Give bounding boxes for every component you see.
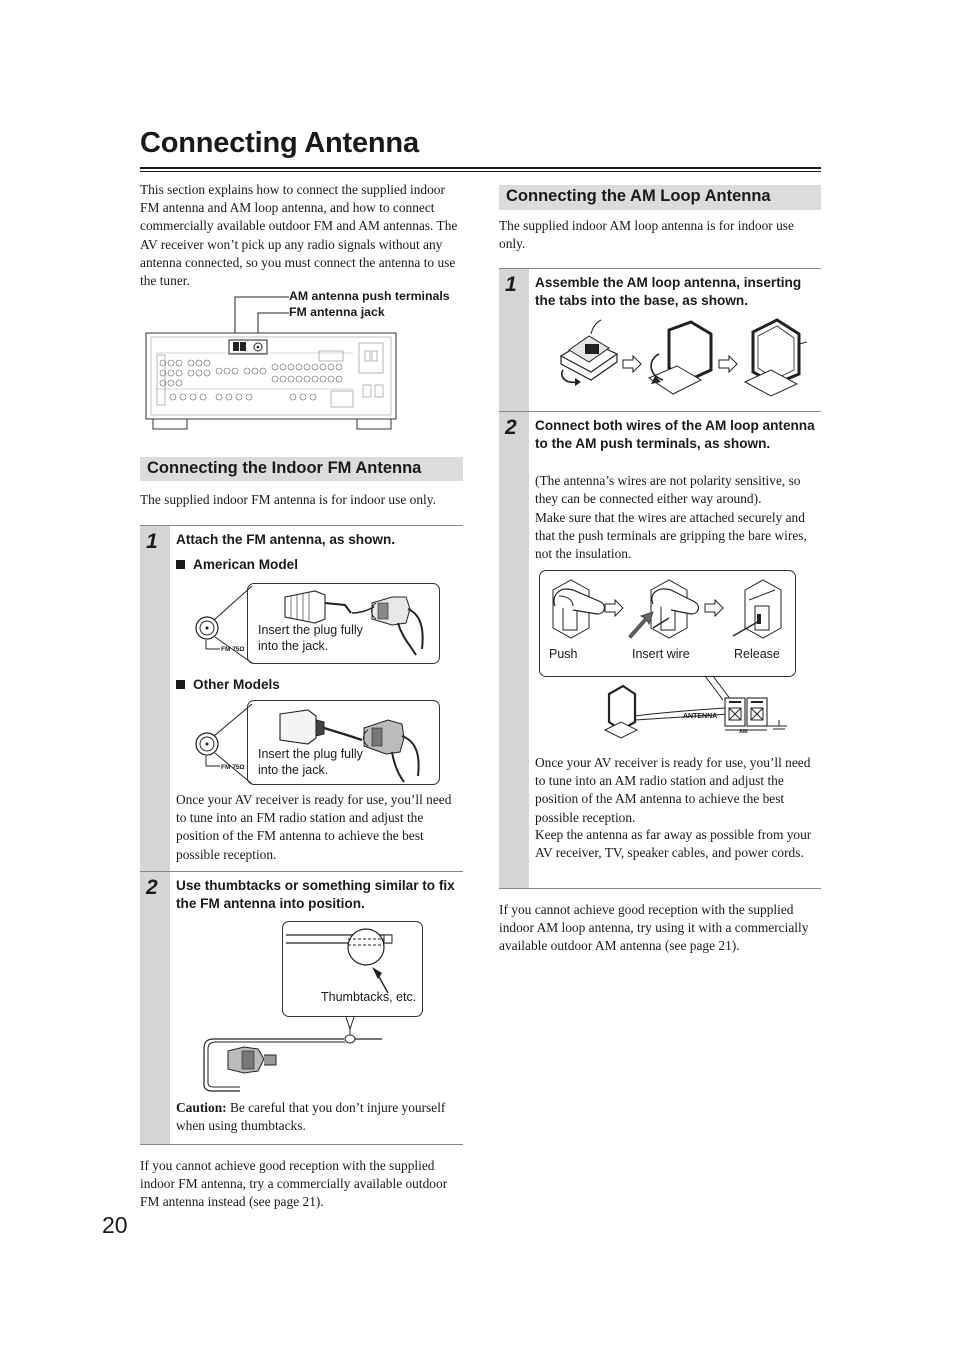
am-terminal-label: AM bbox=[739, 729, 748, 735]
intro-paragraph: This section explains how to connect the supplied indoor FM antenna and AM loop antenna, and how to connect commercially available outdoor FM and AM antennas. The AV receiver won’t pick up any radio signals without any antenna connected, so you must connect the antenna to use the tuner. bbox=[140, 182, 458, 289]
caution-paragraph bbox=[176, 1099, 462, 1135]
step-number-2: 2 bbox=[146, 876, 158, 899]
am-step2-para4: Keep the antenna as far away as possible from your AV receiver, TV, speaker cables, and power cords. bbox=[535, 827, 812, 861]
am-loop-lead: The supplied indoor AM loop antenna is for indoor use only. bbox=[499, 218, 794, 252]
other-models-label: Other Models bbox=[193, 677, 280, 692]
page-number: 20 bbox=[102, 1212, 128, 1238]
insert-text-line2: into the jack. bbox=[258, 638, 329, 653]
caution-text: Be careful that you don’t injure yourself when using thumbtacks. bbox=[176, 1100, 446, 1134]
am-step1-heading: Assemble the AM loop antenna, inserting the tabs into the base, as shown. bbox=[535, 275, 802, 308]
am-step-number-1: 1 bbox=[505, 273, 517, 296]
am-loop-assembly-illustration bbox=[555, 316, 807, 400]
step1-body: Once your AV receiver is ready for use, you’ll need to tune into an FM radio station and adjust the position of the FM antenna to achieve the best possible reception. bbox=[176, 792, 452, 862]
am-step-box-bottom-rule bbox=[499, 888, 821, 889]
am-step-box-top-rule bbox=[499, 268, 821, 269]
step-box-bottom-rule bbox=[140, 1144, 463, 1145]
am-step2-para3: Once your AV receiver is ready for use, you’ll need to tune into an AM radio station and adjust the position of the AM antenna to achieve the best possible reception. bbox=[535, 755, 811, 825]
am-step2-para2: Make sure that the wires are attached securely and that the push terminals are gripping the bare wires, not the insulation. bbox=[535, 510, 807, 562]
callout-fm-jack: FM antenna jack bbox=[289, 305, 385, 319]
fm75-label-other: FM 75Ω bbox=[221, 764, 245, 771]
other-models-heading bbox=[176, 677, 280, 692]
thumbtack-illustration bbox=[200, 921, 426, 1096]
am-step-number-2: 2 bbox=[505, 416, 517, 439]
insert-text-line1: Insert the plug fully bbox=[258, 747, 363, 761]
am-step-divider bbox=[499, 411, 821, 412]
american-model-heading bbox=[176, 557, 298, 572]
push-label: Push bbox=[549, 647, 578, 661]
step-column bbox=[140, 526, 170, 1144]
american-insert-label bbox=[258, 623, 363, 654]
antenna-terminal-label: ANTENNA bbox=[683, 713, 718, 720]
bullet-square bbox=[176, 680, 185, 689]
thumbtacks-label: Thumbtacks, etc. bbox=[321, 990, 417, 1004]
am-step2-heading: Connect both wires of the AM loop antenna to the AM push terminals, as shown. bbox=[535, 418, 815, 451]
am-step2-para1: (The antenna’s wires are not polarity sensitive, so they can be connected either way around). bbox=[535, 473, 801, 507]
section-heading-am-loop: Connecting the AM Loop Antenna bbox=[499, 185, 821, 210]
insert-text-line1: Insert the plug fully bbox=[258, 623, 363, 637]
title-rule bbox=[140, 167, 821, 169]
insert-wire-label: Insert wire bbox=[632, 647, 690, 661]
title-rule-thin bbox=[140, 171, 821, 172]
am-loop-footer: If you cannot achieve good reception with the supplied indoor AM loop antenna, try using it with a commercially available outdoor AM antenna (see page 21). bbox=[499, 902, 809, 954]
step2-heading: Use thumbtacks or something similar to fix the FM antenna into position. bbox=[176, 878, 455, 911]
indoor-fm-footer: If you cannot achieve good reception with the supplied indoor FM antenna, try a commercially available outdoor FM antenna instead (see page 21). bbox=[140, 1158, 448, 1210]
indoor-fm-lead: The supplied indoor FM antenna is for indoor use only. bbox=[140, 492, 436, 507]
release-label: Release bbox=[734, 647, 780, 661]
fm75-label-american: FM 75Ω bbox=[221, 646, 245, 653]
step-box-top-rule bbox=[140, 525, 463, 526]
step1-heading: Attach the FM antenna, as shown. bbox=[176, 532, 396, 547]
callout-am-terminals: AM antenna push terminals bbox=[289, 289, 450, 303]
am-step-column bbox=[499, 269, 529, 888]
step-divider bbox=[140, 871, 463, 872]
other-insert-label bbox=[258, 747, 363, 778]
insert-text-line2: into the jack. bbox=[258, 762, 329, 777]
american-model-label: American Model bbox=[193, 557, 298, 572]
bullet-square bbox=[176, 560, 185, 569]
page-title: Connecting Antenna bbox=[140, 127, 419, 159]
rear-panel-illustration bbox=[143, 293, 403, 433]
section-heading-indoor-fm: Connecting the Indoor FM Antenna bbox=[140, 457, 463, 481]
caution-label: Caution: bbox=[176, 1100, 227, 1115]
step-number-1: 1 bbox=[146, 530, 158, 553]
